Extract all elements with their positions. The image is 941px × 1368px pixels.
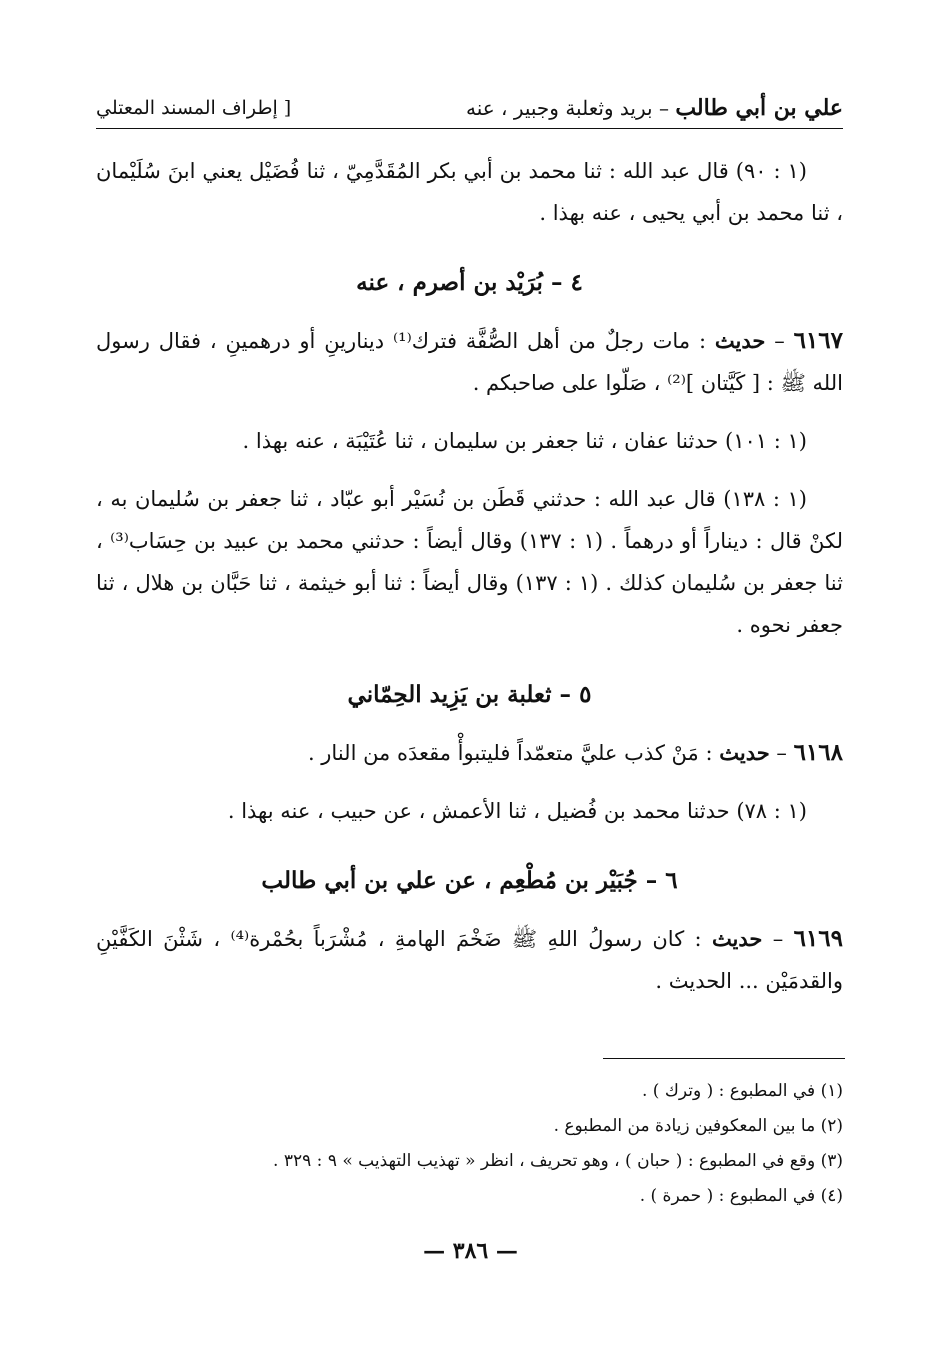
footnote-1: (١) في المطبوع : ( وترك ) . [642, 1081, 843, 1101]
footnotes [96, 1074, 843, 1214]
running-header [96, 88, 843, 129]
hadith-6167: ٦١٦٧ – حديث : مات رجلٌ من أهل الصُّفَّة فترك⁽¹⁾ دينارينِ أو درهمينِ ، فقال رسول الله ﷺ : [ كَيَّتان ]⁽²⁾ ، صَلّوا على صاحبكم . [96, 327, 843, 395]
source-citation: (١ : ١٣٨) قال عبد الله : حدثني قَطَن بن نُسَيْر أبو عبّاد ، ثنا جعفر بن سُليمان به ، لكنْ قال : ديناراً أو درهماً . (١ : ١٣٧) وقال أيضاً : حدثني محمد بن عبيد بن حِسَاب⁽³⁾ ، ثنا جعفر بن سُليمان كذلك . (١ : ١٣٧) وقال أيضاً : ثنا أبو خيثمة ، ثنا حَبَّان بن هلال ، ثنا جعفر نحوه . [96, 487, 843, 637]
main-text [96, 150, 843, 1018]
section-title-4: ٤ – بُرَيْد بن أصرم ، عنه [356, 269, 583, 296]
footnote-divider [603, 1058, 845, 1059]
source-citation: (١ : ٩٠) قال عبد الله : ثنا محمد بن أبي بكر المُقَدَّمِيّ ، ثنا فُضَيْل يعني ابنَ سُلَيْمان ، ثنا محمد بن أبي يحيى ، عنه بهذا . [96, 159, 843, 225]
hadith-6168: ٦١٦٨ – حديث : مَنْ كذب عليَّ متعمّداً فليتبوأْ مقعدَه من النار . [307, 739, 843, 766]
hadith-text: : مات رجلٌ من أهل الصُّفَّة فترك⁽¹⁾ دينارينِ أو درهمينِ ، فقال رسول الله ﷺ : [ كَيَّتان ]⁽²⁾ ، صَلّوا على صاحبكم . [96, 329, 843, 395]
footnote-2: (٢) ما بين المعكوفين زيادة من المطبوع . [553, 1116, 843, 1136]
running-title-bold: علي بن أبي طالب [675, 95, 843, 121]
book-title: [ إطراف المسند المعتلي [96, 97, 292, 119]
footnote-4: (٤) في المطبوع : ( حمرة ) . [639, 1186, 843, 1206]
hadith-label: حديث [714, 328, 766, 353]
source-citation: (١ : ٧٨) حدثنا محمد بن فُضيل ، ثنا الأعمش ، عن حبيب ، عنه بهذا . [227, 799, 807, 823]
hadith-label: حديث [719, 740, 770, 765]
hadith-number: ٦١٦٨ [793, 739, 843, 766]
hadith-6169: ٦١٦٩ – حديث : كان رسولُ اللهِ ﷺ ضَخْمَ الهامةِ ، مُشْرَباً بحُمْرة⁽⁴⁾ ، شَثْنَ الكَفَّيْنِ والقدمَيْن ... الحديث . [96, 925, 843, 993]
hadith-label: حديث [711, 926, 763, 951]
running-title-rest: – بريد وثعلبة وجبير ، عنه [465, 96, 676, 120]
hadith-number: ٦١٦٧ [793, 327, 843, 354]
source-citation: (١ : ١٠١) حدثنا عفان ، ثنا جعفر بن سليمان ، ثنا عُتَيْبَة ، عنه بهذا . [242, 429, 807, 453]
footnote-3: (٣) وقع في المطبوع : ( حبان ) ، وهو تحريف ، انظر « تهذيب التهذيب » ٩ : ٣٢٩ . [273, 1151, 843, 1171]
hadith-text: : مَنْ كذب عليَّ متعمّداً فليتبوأْ مقعدَه من النار . [307, 741, 720, 765]
hadith-number: ٦١٦٩ [793, 925, 843, 952]
running-title [466, 95, 843, 121]
section-title-6: ٦ – جُبَيْر بن مُطْعِم ، عن علي بن أبي طالب [261, 867, 678, 894]
hadith-text: : كان رسولُ اللهِ ﷺ ضَخْمَ الهامةِ ، مُشْرَباً بحُمْرة⁽⁴⁾ ، شَثْنَ الكَفَّيْنِ والقدمَيْن ... الحديث . [96, 927, 843, 993]
section-title-5: ٥ – ثعلبة بن يَزِيد الحِمّاني [347, 681, 592, 708]
page-number: — ٣٨٦ — [423, 1238, 518, 1264]
